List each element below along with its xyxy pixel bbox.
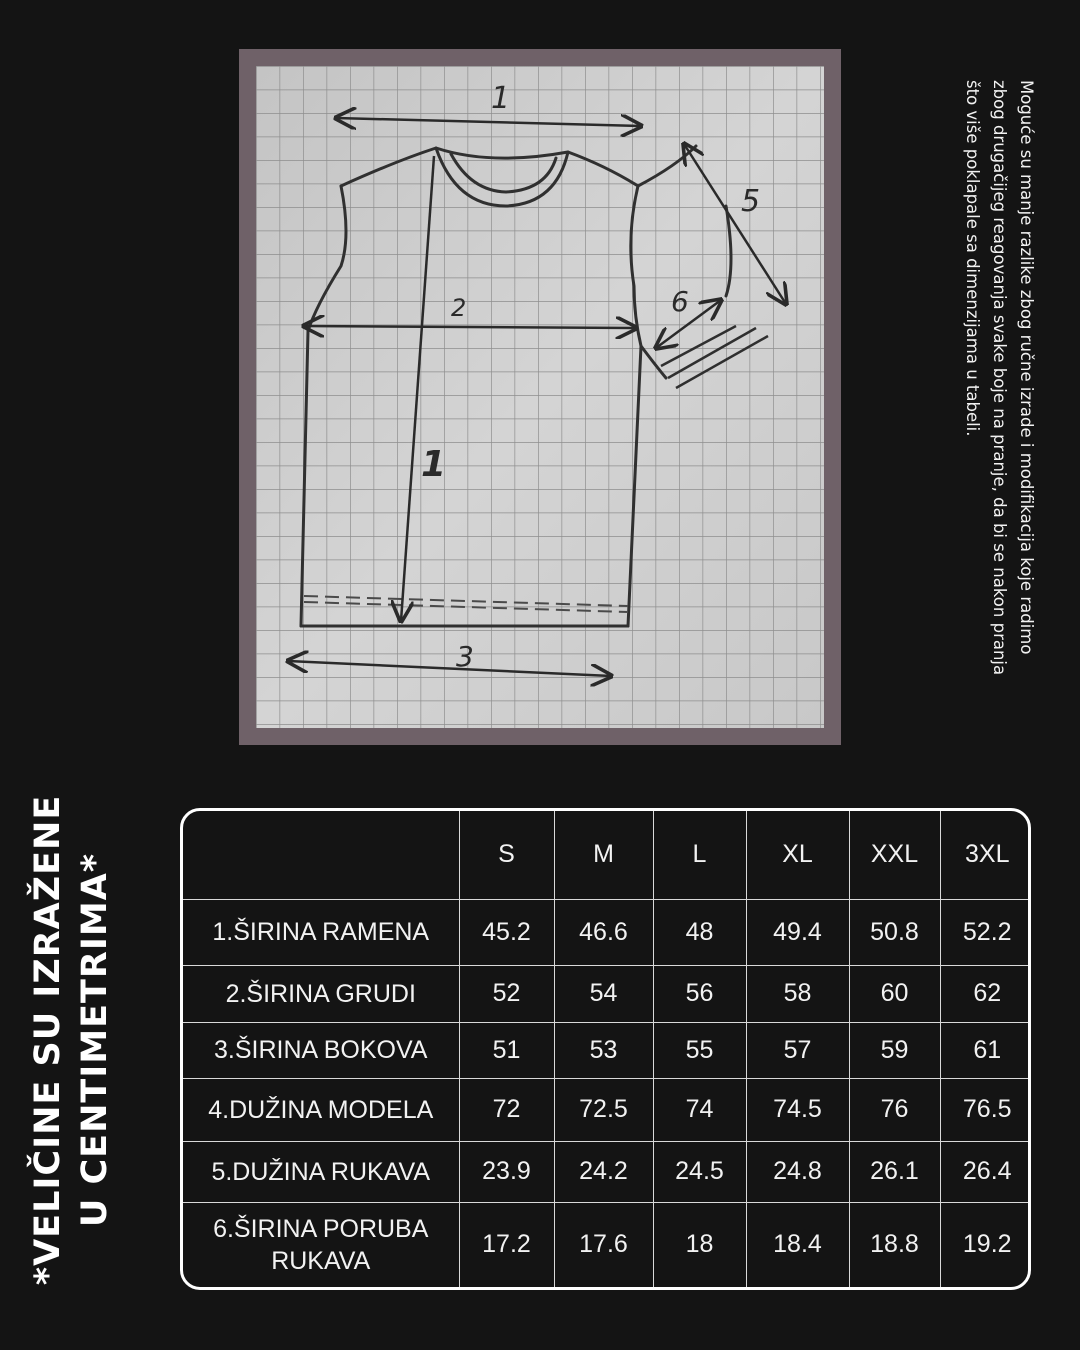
table-cell: 55 bbox=[653, 1022, 746, 1078]
table-cell: 23.9 bbox=[459, 1141, 554, 1202]
row-label: 4.DUŽINA MODELA bbox=[183, 1078, 459, 1141]
units-title bbox=[25, 790, 119, 1290]
size-chart-table bbox=[180, 808, 1031, 1290]
table-cell: 19.2 bbox=[940, 1202, 1031, 1287]
table-cell: 53 bbox=[554, 1022, 653, 1078]
table-row bbox=[183, 1141, 1031, 1202]
table-cell: 62 bbox=[940, 965, 1031, 1022]
table-header-row bbox=[183, 811, 1031, 899]
table-cell: 18 bbox=[653, 1202, 746, 1287]
size-header-s: S bbox=[459, 811, 554, 899]
disclaimer-note: Moguće su manje razlike zbog ručne izrade i modifikacija koje radimo zbog drugačijeg reagovanja svake boje na pranje, da bi se nakon pranja što više poklapale sa dimenzijama u tabeli. bbox=[963, 80, 1036, 676]
table-cell: 74.5 bbox=[746, 1078, 849, 1141]
size-header-l: L bbox=[653, 811, 746, 899]
table-cell: 24.8 bbox=[746, 1141, 849, 1202]
row-label: 5.DUŽINA RUKAVA bbox=[183, 1141, 459, 1202]
table-cell: 49.4 bbox=[746, 899, 849, 965]
sketch-label-3: 3 bbox=[456, 640, 474, 673]
table-cell: 58 bbox=[746, 965, 849, 1022]
table-row bbox=[183, 1202, 1031, 1287]
table-cell: 57 bbox=[746, 1022, 849, 1078]
size-header-m: M bbox=[554, 811, 653, 899]
table-row bbox=[183, 1078, 1031, 1141]
row-label: 2.ŠIRINA GRUDI bbox=[183, 965, 459, 1022]
table-cell: 26.4 bbox=[940, 1141, 1031, 1202]
table-cell: 18.8 bbox=[849, 1202, 940, 1287]
table-cell: 50.8 bbox=[849, 899, 940, 965]
units-title-line-2: U CENTIMETRIMA* bbox=[75, 852, 115, 1228]
table-cell: 61 bbox=[940, 1022, 1031, 1078]
size-header-3xl: 3XL bbox=[940, 811, 1031, 899]
size-header-xxl: XXL bbox=[849, 811, 940, 899]
table-cell: 17.2 bbox=[459, 1202, 554, 1287]
table-cell: 59 bbox=[849, 1022, 940, 1078]
table-cell: 72 bbox=[459, 1078, 554, 1141]
table-cell: 46.6 bbox=[554, 899, 653, 965]
sketch-label-5: 5 bbox=[741, 184, 761, 219]
grid-lines bbox=[256, 66, 824, 728]
table-cell: 26.1 bbox=[849, 1141, 940, 1202]
sketch-label-4: 1 bbox=[421, 444, 447, 485]
table-cell: 24.5 bbox=[653, 1141, 746, 1202]
table-row bbox=[183, 899, 1031, 965]
row-label: 1.ŠIRINA RAMENA bbox=[183, 899, 459, 965]
table-cell: 74 bbox=[653, 1078, 746, 1141]
units-title-line-1: *VELIČINE SU IZRAŽENE bbox=[28, 794, 68, 1286]
table-cell: 60 bbox=[849, 965, 940, 1022]
table-cell: 24.2 bbox=[554, 1141, 653, 1202]
table-cell: 17.6 bbox=[554, 1202, 653, 1287]
sketch-label-1: 1 bbox=[491, 81, 511, 116]
tshirt-sketch bbox=[256, 66, 824, 728]
table-cell: 76 bbox=[849, 1078, 940, 1141]
table-row bbox=[183, 1022, 1031, 1078]
size-header-xl: XL bbox=[746, 811, 849, 899]
row-label: 6.ŠIRINA PORUBA RUKAVA bbox=[183, 1202, 459, 1287]
table-cell: 72.5 bbox=[554, 1078, 653, 1141]
table-cell: 51 bbox=[459, 1022, 554, 1078]
table-cell: 45.2 bbox=[459, 899, 554, 965]
table-cell: 76.5 bbox=[940, 1078, 1031, 1141]
table-cell: 54 bbox=[554, 965, 653, 1022]
sketch-label-2: 2 bbox=[451, 294, 467, 322]
table-cell: 56 bbox=[653, 965, 746, 1022]
table-row bbox=[183, 965, 1031, 1022]
sketch-photo-frame bbox=[239, 49, 841, 745]
table-corner-cell bbox=[183, 811, 459, 899]
table-cell: 48 bbox=[653, 899, 746, 965]
table-cell: 18.4 bbox=[746, 1202, 849, 1287]
table-cell: 52 bbox=[459, 965, 554, 1022]
sketch-label-6: 6 bbox=[671, 285, 689, 318]
row-label: 3.ŠIRINA BOKOVA bbox=[183, 1022, 459, 1078]
table-cell: 52.2 bbox=[940, 899, 1031, 965]
